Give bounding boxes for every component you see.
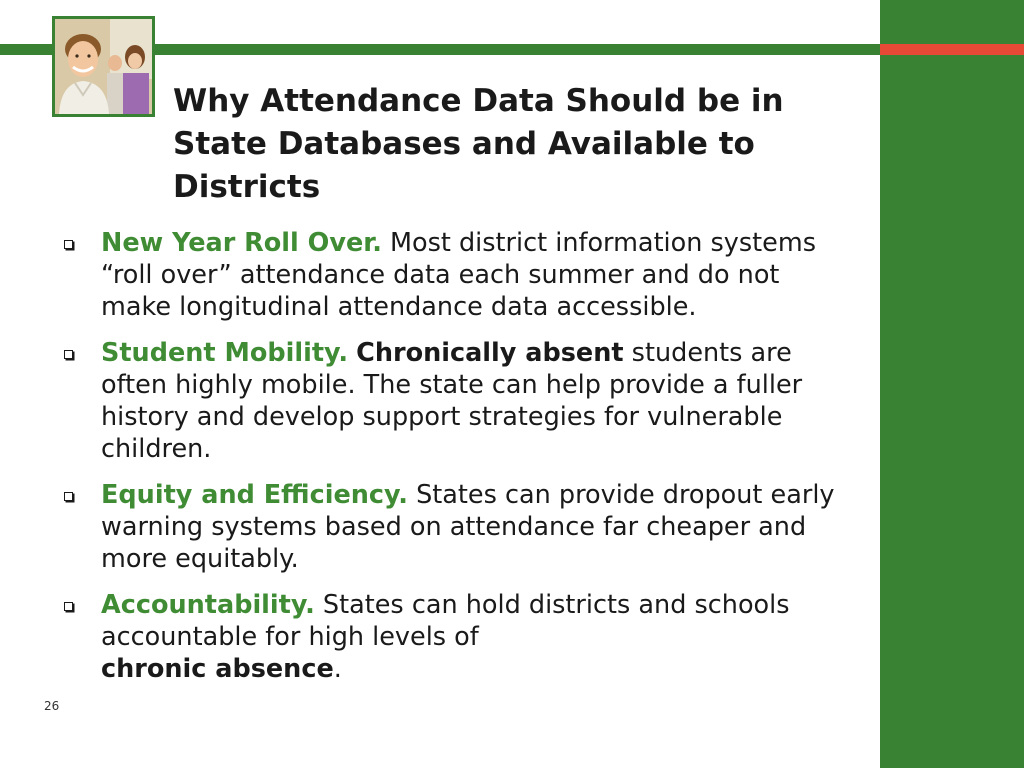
checkbox-bullet-icon	[64, 240, 73, 249]
right-green-sidebar	[880, 0, 1024, 768]
bullet-lead: Equity and Efficiency.	[101, 480, 408, 510]
page-number: 26	[44, 699, 60, 713]
bullet-lead: Student Mobility.	[101, 338, 349, 368]
bullet-list	[60, 227, 850, 699]
checkbox-bullet-icon	[64, 492, 73, 501]
bullet-lead: Accountability.	[101, 590, 315, 620]
bullet-end: .	[333, 654, 342, 684]
bullet-lead: New Year Roll Over.	[101, 228, 382, 258]
student-photo-illustration	[55, 19, 152, 114]
bullet-text: Most district information systems “roll over” attendance data each summer and do not make longitudinal attendance data accessible.	[101, 228, 816, 322]
bullet-text: States can hold districts and schools accountable for high levels of	[101, 590, 790, 652]
bullet-emphasis: chronic absence	[101, 654, 334, 684]
bullet-student-mobility	[60, 337, 850, 465]
bullet-equity-efficiency	[60, 479, 850, 575]
bullet-accountability	[60, 589, 850, 685]
bullet-text: students are often highly mobile. The state can help provide a fuller history and develop support strategies for vulnerable children.	[101, 338, 803, 464]
bullet-new-year-roll-over	[60, 227, 850, 323]
slide-title: Why Attendance Data Should be in State Databases and Available to Districts	[173, 83, 784, 205]
bullet-emphasis: Chronically absent	[356, 338, 624, 368]
red-accent-stripe	[880, 44, 1024, 55]
checkbox-bullet-icon	[64, 350, 73, 359]
bullet-text: States can provide dropout early warning systems based on attendance far cheaper and more equitably.	[101, 480, 835, 574]
checkbox-bullet-icon	[64, 602, 73, 611]
student-photo	[52, 16, 155, 117]
